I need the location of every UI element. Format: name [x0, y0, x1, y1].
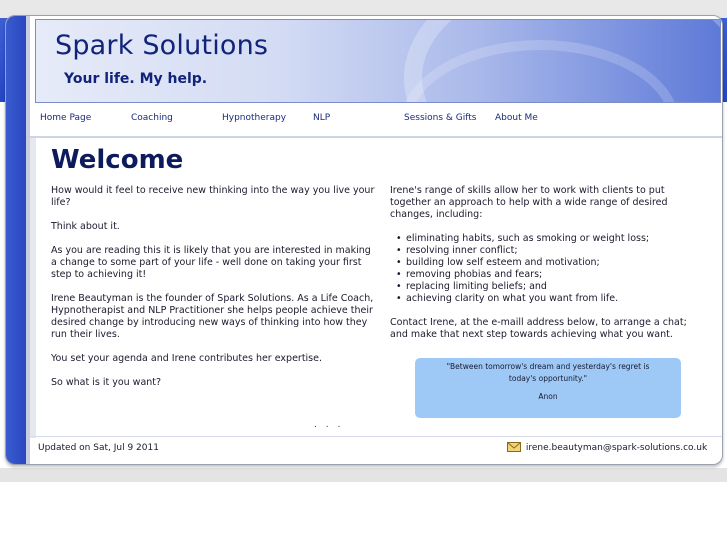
site-tagline: Your life. My help. — [64, 71, 208, 87]
think-paragraph: Think about it. — [51, 221, 120, 232]
contact-paragraph: Contact Irene, at the e-maill address below, to arrange a chat; and make that next step towards achieving what you want. — [390, 317, 687, 340]
site-title: Spark Solutions — [55, 30, 269, 61]
footer-divider — [30, 436, 722, 437]
founder-paragraph: Irene Beautyman is the founder of Spark Solutions. As a Life Coach, Hypnotherapist and NLP Practitioner she helps people achieve their desired change by introducing new ways of thinking into how they run their lives. — [51, 293, 374, 340]
nav-home-page[interactable]: Home Page — [40, 113, 92, 123]
list-item: • replacing limiting beliefs; and — [398, 281, 700, 293]
email-link[interactable]: irene.beautyman@spark-solutions.co.uk — [525, 443, 708, 453]
list-item: • resolving inner conflict; — [398, 245, 700, 257]
bottom-background — [0, 468, 727, 482]
nav-about-me[interactable]: About Me — [495, 113, 538, 123]
nav-divider — [30, 136, 722, 138]
list-item: • building low self esteem and motivation; — [398, 257, 700, 269]
content-side-bar — [30, 138, 36, 438]
nav-coaching[interactable]: Coaching — [131, 113, 173, 123]
quote-box — [415, 358, 681, 418]
quote-author: Anon — [538, 392, 558, 401]
page-frame — [5, 15, 723, 465]
footer-email — [507, 442, 707, 455]
nav-hypnotherapy[interactable]: Hypnotherapy — [222, 113, 287, 123]
list-item: • achieving clarity on what you want from life. — [398, 293, 700, 305]
left-column — [51, 185, 376, 401]
site-header — [35, 19, 721, 103]
quote-text: "Between tomorrow's dream and yesterday's regret is today's opportunity." — [446, 362, 650, 383]
left-accent-stripe — [6, 16, 26, 464]
question-paragraph: So what is it you want? — [51, 377, 162, 388]
changes-list — [390, 233, 700, 305]
list-item: • eliminating habits, such as smoking or weight loss; — [398, 233, 700, 245]
nav-nlp[interactable]: NLP — [313, 113, 331, 123]
ellipsis-separator: . . . — [314, 420, 344, 430]
main-navigation — [36, 107, 722, 135]
intro-paragraph: How would it feel to receive new thinking into the way you live your life? — [51, 185, 375, 208]
right-column — [390, 185, 700, 353]
skills-intro: Irene's range of skills allow her to work with clients to put together an approach to help with a wide range of desired changes, including: — [390, 185, 668, 220]
reading-paragraph: As you are reading this it is likely that you are interested in making a change to some part of your life - well done on taking your first step to achieving it! — [51, 245, 371, 280]
list-item: • removing phobias and fears; — [398, 269, 700, 281]
updated-date: Updated on Sat, Jul 9 2011 — [38, 443, 159, 453]
page-heading: Welcome — [51, 145, 184, 175]
nav-sessions-gifts[interactable]: Sessions & Gifts — [404, 113, 477, 123]
envelope-icon — [507, 442, 521, 455]
agenda-paragraph: You set your agenda and Irene contributes her expertise. — [51, 353, 322, 364]
